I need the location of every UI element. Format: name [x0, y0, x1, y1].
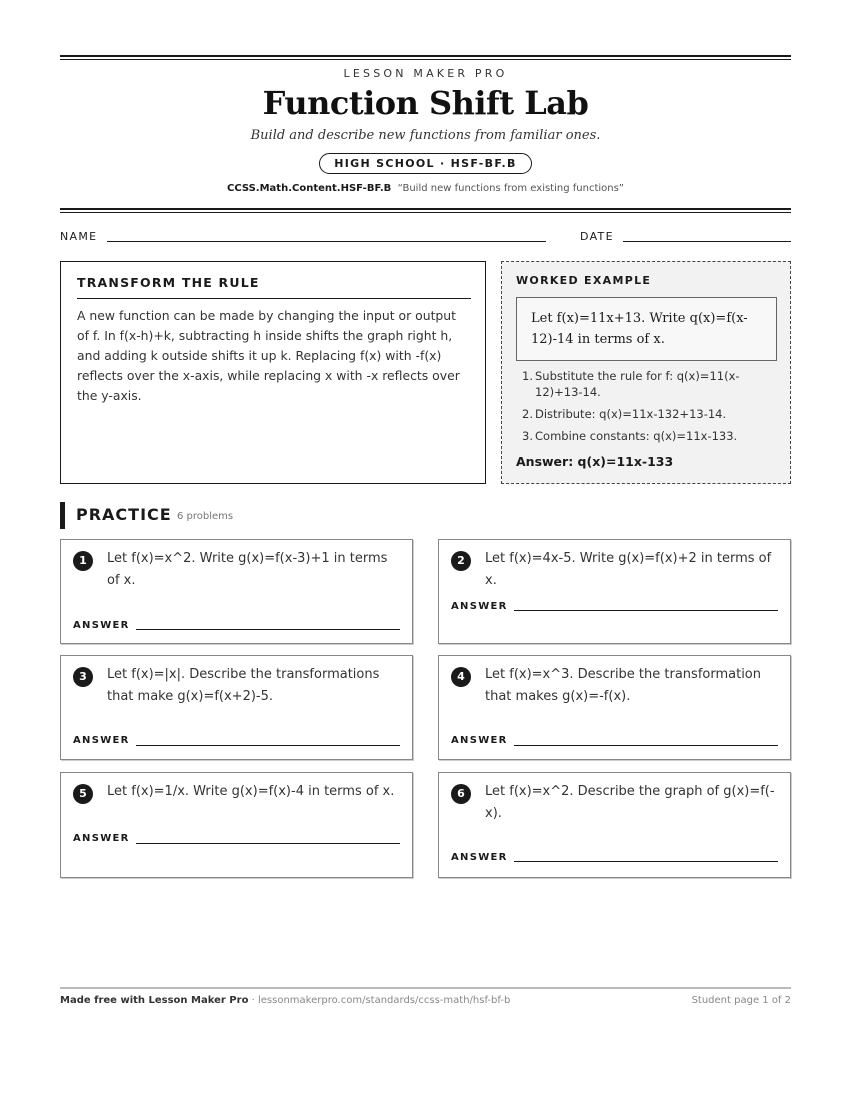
problem-prompt: Let f(x)=x^2. Describe the graph of g(x)=f(-x).: [485, 784, 775, 821]
problem-number-badge: 1: [73, 551, 93, 571]
footer-credit: [60, 995, 510, 1006]
grade-pill: HIGH SCHOOL · HSF-BF.B: [319, 153, 531, 174]
standard-description: “Build new functions from existing functions”: [397, 183, 624, 194]
footer-made-with: Made free with Lesson Maker Pro: [60, 995, 249, 1006]
transform-rule-box: [60, 261, 486, 484]
answer-label: ANSWER: [73, 833, 130, 844]
problem-card-5: [60, 772, 413, 878]
worked-example-box: [501, 261, 791, 484]
name-field[interactable]: [107, 241, 546, 242]
name-label: NAME: [60, 230, 98, 243]
problem-prompt: Let f(x)=x^2. Write g(x)=f(x-3)+1 in terms of x.: [107, 551, 388, 588]
worksheet-page: [60, 0, 791, 1100]
transform-divider: [77, 298, 471, 299]
transform-heading: TRANSFORM THE RULE: [77, 275, 260, 290]
standard-code: CCSS.Math.Content.HSF-BF.B: [226, 183, 392, 194]
practice-count: 6 problems: [177, 511, 234, 522]
answer-field[interactable]: [514, 610, 778, 611]
page-subtitle: Build and describe new functions from familiar ones.: [250, 128, 601, 143]
date-label: DATE: [580, 230, 614, 243]
answer-field[interactable]: [514, 861, 778, 862]
problem-prompt: Let f(x)=x^3. Describe the transformation that makes g(x)=-f(x).: [485, 667, 762, 704]
transform-body: A new function can be made by changing the input or output of f. In f(x-h)+k, subtracting h inside shifts the graph right h, and adding k outside shifts it up k. Replacing f(x) with -f(x) reflects over the x-axis, while replacing x with -x reflects over the y-axis.: [77, 308, 460, 403]
problem-card-1: [60, 539, 413, 644]
problem-card-6: [438, 772, 791, 878]
example-steps: [522, 368, 782, 450]
standard-line: [60, 183, 791, 194]
problem-prompt: Let f(x)=4x-5. Write g(x)=f(x)+2 in terms of x.: [485, 551, 772, 588]
problem-number-badge: 5: [73, 784, 93, 804]
date-field[interactable]: [623, 241, 791, 242]
problem-number-badge: 2: [451, 551, 471, 571]
answer-label: ANSWER: [451, 601, 508, 612]
example-heading: WORKED EXAMPLE: [516, 274, 652, 287]
footer-page-number: Student page 1 of 2: [691, 995, 791, 1006]
problem-card-4: [438, 655, 791, 760]
example-step: 3. Combine constants: q(x)=11x-133.: [522, 429, 738, 443]
example-problem: Let f(x)=11x+13. Write q(x)=f(x-12)-14 in terms of x.: [516, 297, 777, 361]
grade-pill-wrap: [60, 152, 791, 174]
problem-card-3: [60, 655, 413, 760]
answer-field[interactable]: [136, 745, 400, 746]
brand-name: LESSON MAKER PRO: [343, 67, 508, 80]
problem-prompt: Let f(x)=1/x. Write g(x)=f(x)-4 in terms of x.: [107, 784, 395, 799]
header-bottom-rule: [60, 208, 791, 213]
problem-card-2: [438, 539, 791, 644]
page-title: Function Shift Lab: [262, 84, 589, 122]
example-answer: Answer: q(x)=11x-133: [516, 454, 674, 469]
example-step: 1. Substitute the rule for f: q(x)=11(x-12)+13-14.: [522, 369, 740, 399]
problem-number-badge: 6: [451, 784, 471, 804]
answer-field[interactable]: [514, 745, 778, 746]
footer-divider: [60, 987, 791, 989]
problem-prompt: Let f(x)=|x|. Describe the transformations that make g(x)=f(x+2)-5.: [107, 667, 380, 704]
practice-title: PRACTICE: [76, 505, 172, 524]
answer-label: ANSWER: [73, 735, 130, 746]
practice-accent-bar: [60, 502, 65, 529]
answer-label: ANSWER: [451, 852, 508, 863]
answer-field[interactable]: [136, 843, 400, 844]
footer-url[interactable]: · lessonmakerpro.com/standards/ccss-math/hsf-bf-b: [251, 995, 511, 1006]
header-top-rule: [60, 55, 791, 60]
example-step: 2. Distribute: q(x)=11x-132+13-14.: [522, 407, 727, 421]
problem-number-badge: 4: [451, 667, 471, 687]
answer-label: ANSWER: [73, 620, 130, 631]
problem-number-badge: 3: [73, 667, 93, 687]
answer-label: ANSWER: [451, 735, 508, 746]
answer-field[interactable]: [136, 629, 400, 630]
